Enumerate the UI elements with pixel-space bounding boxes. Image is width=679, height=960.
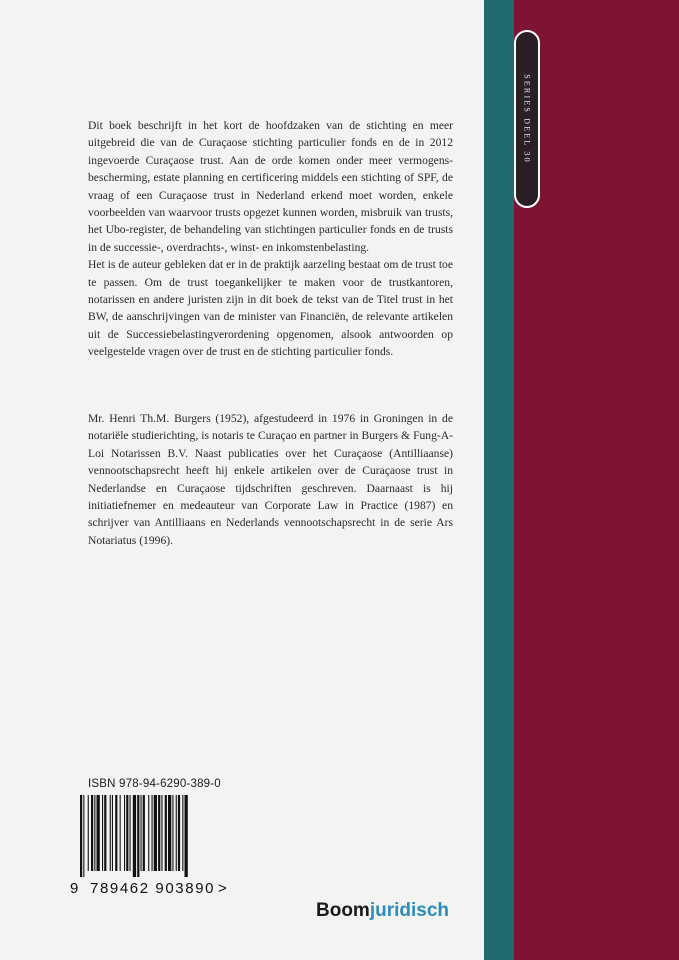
isbn-label: ISBN 978-94-6290-389-0 <box>88 778 221 790</box>
barcode <box>80 795 215 893</box>
series-label: SERIES DEEL 30 <box>522 74 532 164</box>
publisher-brand: Boom <box>316 900 370 921</box>
author-bio-paragraph: Mr. Henri Th.M. Burgers (1952), afgestudeerd in 1976 in Groningen in de notariële studierichting, is notaris te Curaçao en partner in Burgers & Fung-A-Loi Notarissen B.V. Naast publicaties over het Curaçaose (Antilliaanse) vennootschapsrecht heeft hij enkele artikelen over de Curaçaose trust in Nederlandse en Curaçaose tijdschriften geschreven. Daarnaast is hij initiatiefnemer en medeauteur van Corporate Law in Practice (1987) en schrijver van Antilliaans en Nederlands vennootschapsrecht in de serie Ars Notariatus (1996). <box>88 412 453 547</box>
blurb-text <box>88 117 453 361</box>
blurb-paragraph: Dit boek beschrijft in het kort de hoofdzaken van de stichting en meer uitgebreid die van de Curaçaose stichting particulier fonds en de in 2012 ingevoerde Curaçaose trust. Aan de orde komen onder meer vermogens-bescherming, estate planning en certificering middels een stichting of SPF, de vraag of een Curaçaose trust in Nederland erkend moet worden, enkele voorbeelden van waarvoor trusts opgezet kunnen worden, misbruik van trusts, het Ubo-register, de behandeling van stichtingen particulier fonds en de trusts in de successie-, overdrachts-, winst- en inkomstenbelasting. <box>88 119 453 254</box>
barcode-lead-digit: 9 <box>70 880 79 897</box>
series-badge <box>514 30 540 208</box>
author-bio <box>88 410 453 549</box>
teal-spine-stripe <box>484 0 514 960</box>
publisher-logo <box>316 900 449 922</box>
blurb-paragraph: Het is de auteur gebleken dat er in de praktijk aarzeling bestaat om de trust toe te passen. Om de trust toegankelijker te maken voor de trustkantoren, notarissen en andere juristen zijn in dit boek de tekst van de Titel trust in het BW, de aanschrijvingen van de minister van Financiën, de relevante artikelen uit de Successiebelastingverordening opgenomen, alsook antwoorden op veelgestelde vragen over de trust en de stichting particulier fonds. <box>88 258 453 359</box>
barcode-digits: 789462 903890 <box>90 880 216 897</box>
barcode-bars <box>80 795 215 877</box>
barcode-arrow: > <box>218 880 227 897</box>
publisher-imprint: juridisch <box>369 900 450 921</box>
